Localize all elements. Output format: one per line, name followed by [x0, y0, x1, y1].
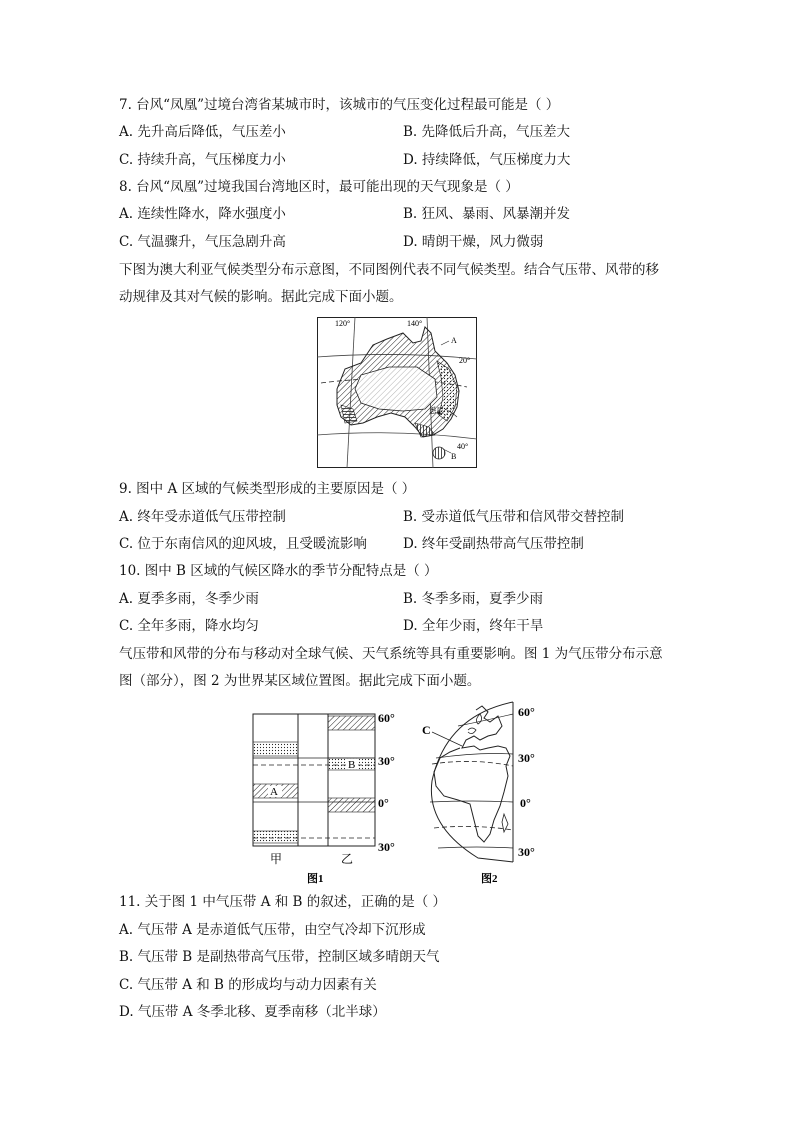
jia-belt-dotted-south	[253, 831, 298, 843]
jia-belt-dotted-north	[253, 742, 298, 756]
label-a: A	[451, 336, 457, 345]
q9-option-a: A. 终年受赤道低气压带控制	[119, 509, 286, 525]
q10-option-d: D. 全年少雨，终年干旱	[403, 618, 544, 634]
fig2-caption: 图2	[481, 873, 498, 885]
lat-20-label: 20°	[459, 356, 471, 365]
q8-stem: 8. 台风“凤凰”过境我国台湾地区时，最可能出现的天气现象是（ ）	[119, 179, 519, 195]
fig2-lat-60: 60°	[518, 705, 535, 719]
fig2-lat-30s: 30°	[518, 845, 535, 859]
q11-option-d: D. 气压带 A 冬季北移、夏季南移（北半球）	[119, 1004, 386, 1020]
q8-option-c: C. 气温骤升，气压急剧升高	[119, 234, 286, 250]
q11-option-c: C. 气压带 A 和 B 的形成均与动力因素有关	[119, 977, 377, 993]
globe-outline	[431, 702, 513, 862]
q11-stem: 11. 关于图 1 中气压带 A 和 B 的叙述，正确的是（ ）	[119, 894, 447, 910]
label-b: B	[451, 452, 457, 461]
lat-40-label: 40°	[457, 442, 469, 451]
lon-120-label: 120°	[335, 319, 351, 328]
yi-belt-equator	[328, 798, 375, 812]
intro2-line1: 气压带和风带的分布与移动对全球气候、天气系统等具有重要影响。图 1 为气压带分布示意	[119, 646, 663, 662]
q9-option-b: B. 受赤道低气压带和信风带交替控制	[403, 509, 625, 525]
q8-option-b: B. 狂风、暴雨、风暴潮并发	[403, 206, 571, 222]
intro1-line1: 下图为澳大利亚气候类型分布示意图，不同图例代表不同气候类型。结合气压带、风带的移	[119, 262, 659, 278]
q10-stem: 10. 图中 B 区域的气候区降水的季节分配特点是（ ）	[119, 563, 438, 579]
intro1-line2: 动规律及其对气候的影响。据此完成下面小题。	[119, 289, 403, 305]
fig1-caption: 图1	[307, 873, 324, 885]
fig1-frame	[253, 714, 375, 846]
fig1-lat-30s: 30°	[378, 840, 395, 854]
fig1-lat-30n: 30°	[378, 754, 395, 768]
q8-option-a: A. 连续性降水，降水强度小	[119, 206, 286, 222]
q11-option-b: B. 气压带 B 是副热带高气压带，控制区域多晴朗天气	[119, 949, 440, 965]
lon-140-label: 140°	[407, 319, 423, 328]
fig2-lat-0: 0°	[520, 796, 531, 810]
q10-option-a: A. 夏季多雨，冬季少雨	[119, 591, 259, 607]
q7-option-b: B. 先降低后升高，气压差大	[403, 124, 571, 140]
fig1-col-jia: 甲	[270, 852, 283, 866]
fig2-lat-30n: 30°	[518, 751, 535, 765]
q7-option-a: A. 先升高后降低，气压差小	[119, 124, 286, 140]
tropic-of-cancer	[432, 761, 513, 766]
q9-stem: 9. 图中 A 区域的气候类型形成的主要原因是（ ）	[119, 481, 416, 497]
q10-option-c: C. 全年多雨，降水均匀	[119, 618, 259, 634]
australia-climate-map	[317, 317, 477, 468]
intro2-line2: 图（部分），图 2 为世界某区域位置图。据此完成下面小题。	[119, 673, 481, 689]
belt-a-label: A	[270, 786, 278, 798]
belt-b-label: B	[348, 759, 356, 771]
africa-europe-outline	[434, 706, 510, 842]
figure-2-region-globe	[418, 696, 548, 888]
q7-stem: 7. 台风“凤凰”过境台湾省某城市时，该城市的气压变化过程最可能是（ ）	[119, 97, 560, 113]
tropic-of-capricorn	[434, 826, 513, 830]
q8-option-d: D. 晴朗干燥，风力微弱	[403, 234, 544, 250]
q7-option-c: C. 持续升高，气压梯度力小	[119, 152, 286, 168]
label-c: C	[422, 723, 431, 737]
fig1-lat-0: 0°	[378, 796, 389, 810]
sydney-label: 悉尼	[429, 406, 444, 415]
q7-option-d: D. 持续降低，气压梯度力大	[403, 152, 571, 168]
q10-option-b: B. 冬季多雨，夏季少雨	[403, 591, 544, 607]
q9-option-c: C. 位于东南信风的迎风坡，且受暖流影响	[119, 536, 367, 552]
q11-option-a: A. 气压带 A 是赤道低气压带，由空气冷却下沉形成	[119, 922, 426, 938]
figure-1-pressure-belts	[250, 704, 410, 888]
fig1-col-yi: 乙	[341, 852, 354, 866]
fig1-lat-60: 60°	[378, 711, 395, 725]
q9-option-d: D. 终年受副热带高气压带控制	[403, 536, 584, 552]
yi-belt-60	[328, 716, 375, 730]
